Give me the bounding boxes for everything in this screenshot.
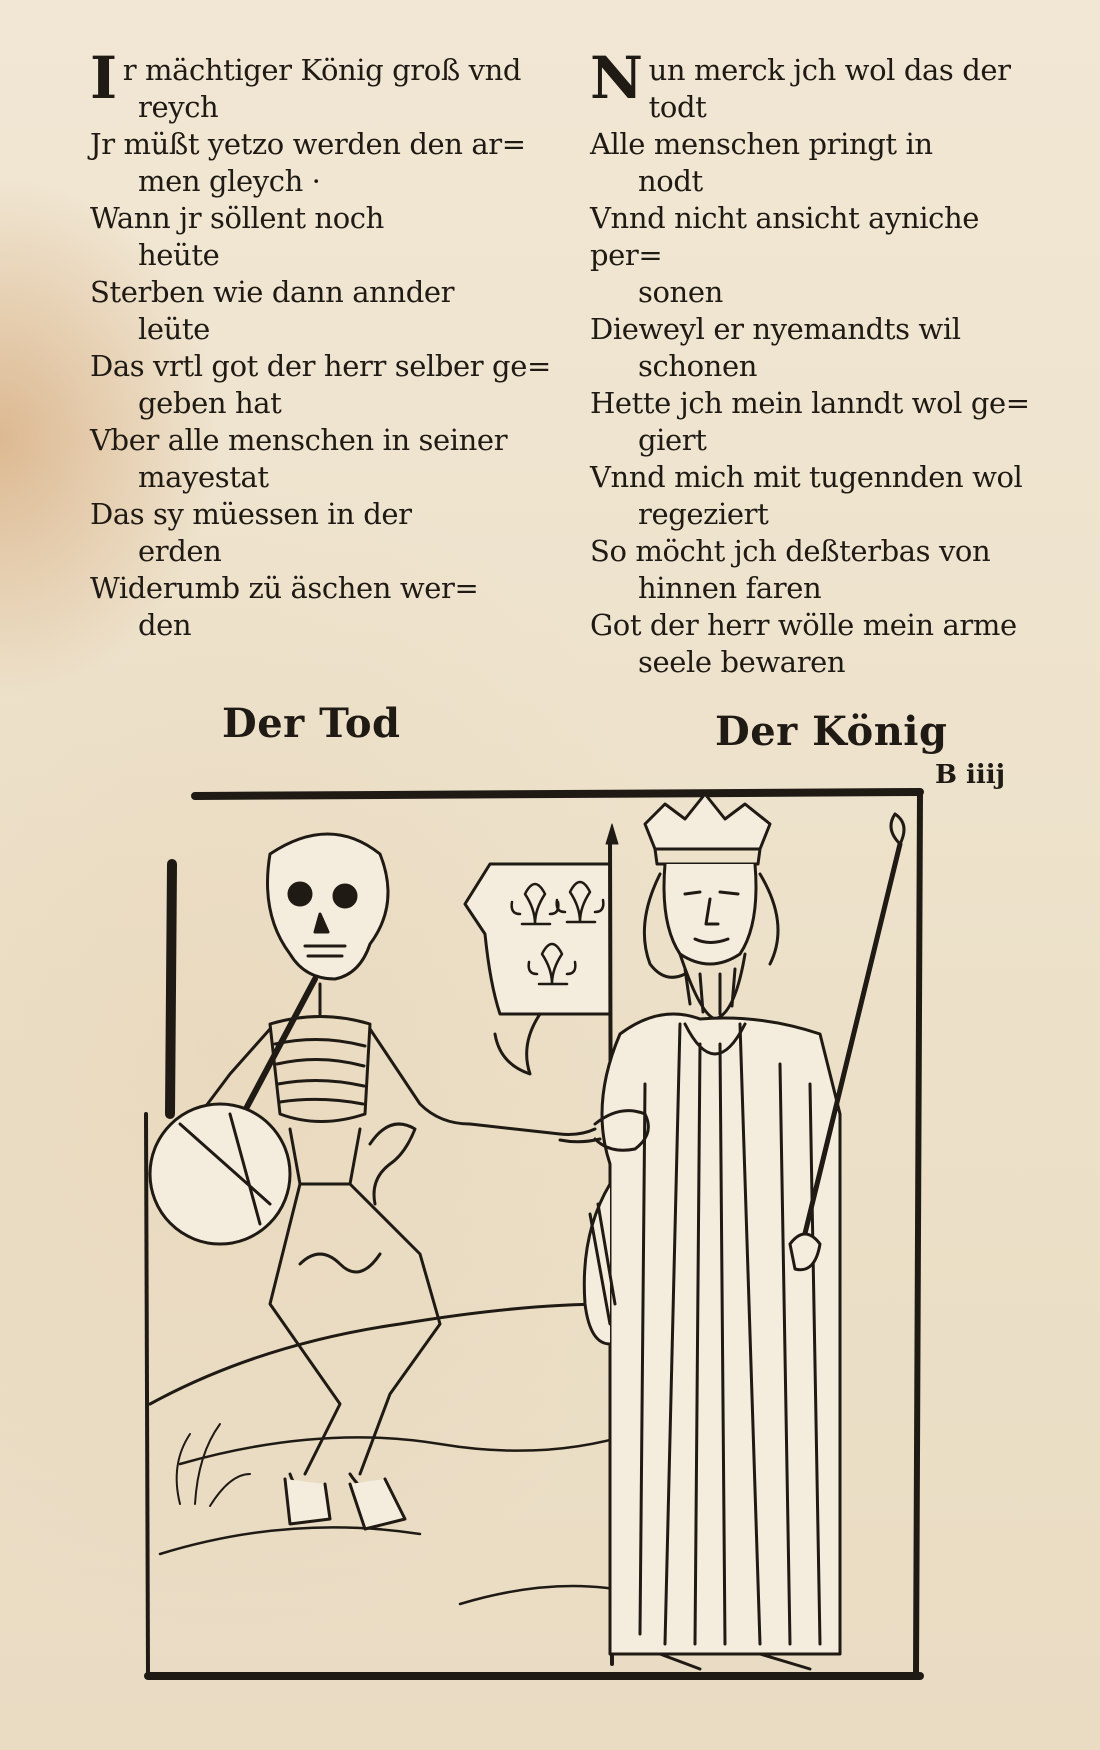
death-verse: [90, 274, 560, 348]
king-verse-continuation: giert: [638, 423, 707, 457]
king-verse-line: Vnnd nicht ansicht ayniche per=: [590, 201, 980, 272]
death-verse: [90, 44, 560, 126]
death-verse-line: Widerumb zü äschen wer=: [90, 571, 479, 605]
death-verse-line: Das vrtl got der herr selber ge=: [90, 349, 551, 383]
king-verse-line: un merck jch wol das der: [648, 53, 1011, 87]
king-verse-line: Got der herr wölle mein arme: [590, 608, 1017, 642]
king-verse: [590, 126, 1050, 200]
heading-der-tod: Der Tod: [222, 700, 401, 747]
death-verse-continuation: heüte: [138, 238, 220, 272]
death-verse: [90, 348, 560, 422]
death-verse-line: Vber alle menschen in seiner: [90, 423, 508, 457]
death-verse-line: Das sy müessen in der: [90, 497, 412, 531]
death-verse-line: r mächtiger König groß vnd: [122, 53, 522, 87]
king-verse: [590, 533, 1050, 607]
death-verse-continuation: leüte: [138, 312, 210, 346]
verse-column-king: [590, 44, 1050, 681]
drop-cap-right: N: [590, 44, 643, 112]
king-verse-line: Alle menschen pringt in: [590, 127, 933, 161]
verse-column-death: [90, 44, 560, 644]
death-verse-line: Jr müßt yetzo werden den ar=: [90, 127, 526, 161]
king-verse: [590, 385, 1050, 459]
king-verse-line: Dieweyl er nyemandts wil: [590, 312, 961, 346]
death-verse-continuation: reych: [138, 90, 219, 124]
king-verse-line: Hette jch mein lanndt wol ge=: [590, 386, 1030, 420]
king-verse-continuation: seele bewaren: [638, 645, 846, 679]
king-verse-line: So möcht jch deßterbas von: [590, 534, 991, 568]
heading-der-konig: Der König: [715, 708, 948, 755]
king-verse: [590, 459, 1050, 533]
death-verse-line: Wann jr söllent noch: [90, 201, 384, 235]
king-verse-continuation: schonen: [638, 349, 757, 383]
king-verse-continuation: todt: [648, 90, 707, 124]
death-verse-line: Sterben wie dann annder: [90, 275, 455, 309]
drop-cap-left: I: [90, 44, 117, 112]
death-verse-continuation: den: [138, 608, 192, 642]
death-verse: [90, 126, 560, 200]
death-verse-continuation: geben hat: [138, 386, 282, 420]
king-verse-continuation: regeziert: [638, 497, 769, 531]
woodcut-illustration: [140, 784, 960, 1684]
king-verse-continuation: sonen: [638, 275, 723, 309]
death-verse: [90, 570, 560, 644]
death-verse-continuation: erden: [138, 534, 222, 568]
king-verse-continuation: hinnen faren: [638, 571, 822, 605]
death-verse-continuation: men gleych ·: [138, 164, 321, 198]
king-verse-line: Vnnd mich mit tugennden wol: [590, 460, 1023, 494]
death-verse: [90, 496, 560, 570]
king-verse: [590, 311, 1050, 385]
king-verse-continuation: nodt: [638, 164, 703, 198]
king-verse: [590, 44, 1050, 126]
death-verse: [90, 422, 560, 496]
king-verse: [590, 200, 1050, 311]
death-verse: [90, 200, 560, 274]
death-verse-continuation: mayestat: [138, 460, 269, 494]
signature-mark: B iiij: [935, 760, 1006, 790]
king-verse: [590, 607, 1050, 681]
king-figure: [584, 794, 904, 1669]
